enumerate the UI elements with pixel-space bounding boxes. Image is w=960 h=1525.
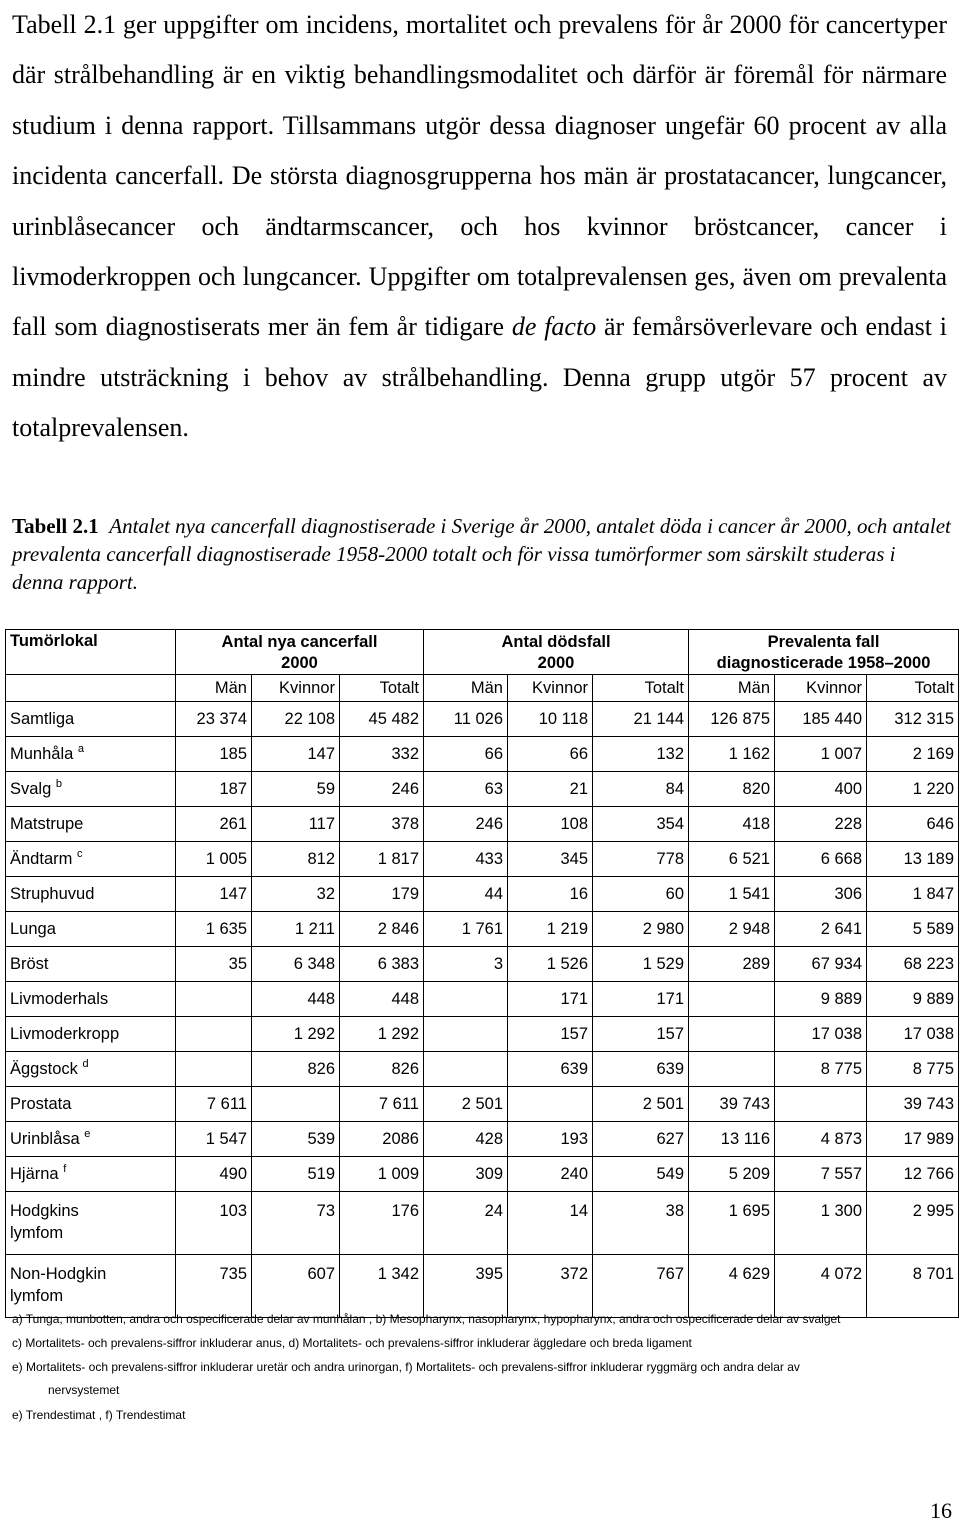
- table-cell: 309: [424, 1157, 508, 1192]
- table-cell: 10 118: [508, 702, 593, 737]
- table-cell: 1 761: [424, 912, 508, 947]
- table-row: [6, 1157, 959, 1192]
- table-caption: [12, 512, 952, 596]
- table-cell: 627: [593, 1122, 689, 1157]
- row-label-text: Matstrupe: [10, 814, 84, 833]
- table-cell: 24: [424, 1192, 508, 1255]
- intro-text-2: är femårsöverlevare och endast i mindre utsträckning i behov av strålbehandling. Denna grupp utgör 57 procent av totalprevalensen.: [12, 312, 947, 443]
- table-cell: 2 501: [593, 1087, 689, 1122]
- table-cell: 7 557: [775, 1157, 867, 1192]
- footnote-marker: d: [82, 1057, 89, 1070]
- table-cell: 179: [340, 877, 424, 912]
- table-cell: [176, 1017, 252, 1052]
- table-cell: 820: [689, 772, 775, 807]
- table-cell: [689, 1017, 775, 1052]
- table-cell: 246: [424, 807, 508, 842]
- table-cell: 35: [176, 947, 252, 982]
- row-label-text: Äggstock: [10, 1059, 78, 1078]
- row-label: [6, 1087, 176, 1122]
- table-cell: 7 611: [340, 1087, 424, 1122]
- table-cell: 539: [252, 1122, 340, 1157]
- row-label: [6, 1052, 176, 1087]
- row-label: [6, 1255, 176, 1318]
- table-cell: 767: [593, 1255, 689, 1318]
- table-cell: 1 526: [508, 947, 593, 982]
- table-cell: 261: [176, 807, 252, 842]
- table-row: [6, 1087, 959, 1122]
- table-cell: 126 875: [689, 702, 775, 737]
- table-cell: 185 440: [775, 702, 867, 737]
- table-cell: 778: [593, 842, 689, 877]
- caption-label: Tabell 2.1: [12, 514, 99, 538]
- table-cell: 1 547: [176, 1122, 252, 1157]
- table-cell: 39 743: [689, 1087, 775, 1122]
- table-cell: 418: [689, 807, 775, 842]
- table-cell: 44: [424, 877, 508, 912]
- table-cell: 5 589: [867, 912, 959, 947]
- intro-italic-term: de facto: [511, 312, 597, 342]
- table-cell: [424, 1052, 508, 1087]
- subheader-cell: Kvinnor: [252, 675, 340, 702]
- row-label-text: Livmoderhals: [10, 989, 109, 1008]
- table-cell: 17 038: [867, 1017, 959, 1052]
- table-cell: 63: [424, 772, 508, 807]
- table-cell: 3: [424, 947, 508, 982]
- row-label: [6, 772, 176, 807]
- table-cell: 1 292: [340, 1017, 424, 1052]
- row-label-line1: Hodgkins: [10, 1202, 79, 1220]
- table-cell: 400: [775, 772, 867, 807]
- table-cell: 108: [508, 807, 593, 842]
- table-cell: 13 189: [867, 842, 959, 877]
- table-cell: 6 383: [340, 947, 424, 982]
- table-cell: 2 980: [593, 912, 689, 947]
- table-row: [6, 1192, 959, 1255]
- table-cell: 1 162: [689, 737, 775, 772]
- row-label: [6, 737, 176, 772]
- table-cell: 519: [252, 1157, 340, 1192]
- subheader-cell: Kvinnor: [775, 675, 867, 702]
- footnote-marker: f: [63, 1162, 67, 1175]
- table-cell: 639: [508, 1052, 593, 1087]
- table-row: [6, 702, 959, 737]
- group-header-prevalence: Prevalenta fall diagnosticerade 1958–2000: [689, 630, 959, 675]
- subheader-cell: Kvinnor: [508, 675, 593, 702]
- table-cell: [424, 1017, 508, 1052]
- footnote-marker: a: [77, 742, 85, 755]
- table-row: [6, 737, 959, 772]
- footnote-3: e) Mortalitets- och prevalens-siffror inkluderar uretär och andra urinorgan, f) Mortalitets- och prevalens-siffror inkluderar ryggmärg och andra delar av: [12, 1360, 800, 1374]
- row-label-text: Prostata: [10, 1094, 72, 1113]
- table-cell: 448: [252, 982, 340, 1017]
- table-cell: 73: [252, 1192, 340, 1255]
- table-cell: 67 934: [775, 947, 867, 982]
- col-header-tumorlokal: Tumörlokal: [6, 630, 176, 675]
- footnote-3-continued: nervsystemet: [48, 1383, 120, 1397]
- table-cell: 812: [252, 842, 340, 877]
- table-cell: 4 629: [689, 1255, 775, 1318]
- row-label-line2: lymfom: [10, 1224, 64, 1242]
- table-cell: 433: [424, 842, 508, 877]
- table-cell: 826: [340, 1052, 424, 1087]
- table-cell: 1 292: [252, 1017, 340, 1052]
- table-cell: 6 521: [689, 842, 775, 877]
- table-cell: 12 766: [867, 1157, 959, 1192]
- table-row: [6, 877, 959, 912]
- table-cell: 7 611: [176, 1087, 252, 1122]
- footnote-4: e) Trendestimat , f) Trendestimat: [12, 1408, 186, 1422]
- table-cell: 372: [508, 1255, 593, 1318]
- row-label: [6, 842, 176, 877]
- table-cell: 14: [508, 1192, 593, 1255]
- table-cell: [775, 1087, 867, 1122]
- table-cell: [252, 1087, 340, 1122]
- table-cell: 68 223: [867, 947, 959, 982]
- table-row: [6, 1052, 959, 1087]
- table-cell: 5 209: [689, 1157, 775, 1192]
- table-cell: 157: [593, 1017, 689, 1052]
- table-cell: 193: [508, 1122, 593, 1157]
- table-cell: 17 989: [867, 1122, 959, 1157]
- table-cell: [424, 982, 508, 1017]
- table-cell: 1 541: [689, 877, 775, 912]
- table-cell: 66: [508, 737, 593, 772]
- table-cell: 66: [424, 737, 508, 772]
- table-cell: [176, 982, 252, 1017]
- table-cell: 39 743: [867, 1087, 959, 1122]
- footnote-marker: b: [55, 777, 62, 790]
- table-cell: 2 501: [424, 1087, 508, 1122]
- table-cell: 185: [176, 737, 252, 772]
- table-row: [6, 947, 959, 982]
- table-cell: 4 072: [775, 1255, 867, 1318]
- table-cell: 9 889: [867, 982, 959, 1017]
- table-cell: 171: [508, 982, 593, 1017]
- table-cell: 332: [340, 737, 424, 772]
- row-label: [6, 1157, 176, 1192]
- table-cell: 1 005: [176, 842, 252, 877]
- row-label-line1: Non-Hodgkin: [10, 1265, 107, 1283]
- table-header-row: [6, 630, 959, 675]
- intro-text-1: Tabell 2.1 ger uppgifter om incidens, mortalitet och prevalens för år 2000 för cancertyper där strålbehandling är en viktig behandlingsmodalitet och därför är föremål för närmare studium i denna rapport. Tillsammans utgör dessa diagnoser ungefär 60 procent av alla incidenta cancerfall. De största diagnosgrupperna hos män är prostatacancer, lungcancer, urinblåsecancer och ändtarmscancer, och hos kvinnor bröstcancer, cancer i livmoderkroppen och lungcancer. Uppgifter om totalprevalensen ges, även om prevalenta fall som diagnostiserats mer än fem år tidigare: [12, 10, 947, 342]
- row-label: [6, 1017, 176, 1052]
- table-subheader-row: [6, 675, 959, 702]
- table-cell: 2 846: [340, 912, 424, 947]
- subheader-cell: Män: [689, 675, 775, 702]
- row-label-text: Munhåla: [10, 744, 74, 763]
- table-cell: 1 817: [340, 842, 424, 877]
- table-cell: 646: [867, 807, 959, 842]
- subheader-cell: Totalt: [593, 675, 689, 702]
- table-cell: 6 348: [252, 947, 340, 982]
- table-cell: 735: [176, 1255, 252, 1318]
- footnote-marker: c: [76, 847, 83, 860]
- table-row: [6, 982, 959, 1017]
- table-cell: 21 144: [593, 702, 689, 737]
- table-cell: 132: [593, 737, 689, 772]
- table-cell: 22 108: [252, 702, 340, 737]
- table-cell: 8 775: [775, 1052, 867, 1087]
- table-cell: [508, 1087, 593, 1122]
- table-cell: 38: [593, 1192, 689, 1255]
- table-cell: [689, 1052, 775, 1087]
- table-cell: 395: [424, 1255, 508, 1318]
- table-cell: 2 948: [689, 912, 775, 947]
- table-cell: 9 889: [775, 982, 867, 1017]
- row-label-text: Bröst: [10, 954, 49, 973]
- table-cell: 1 695: [689, 1192, 775, 1255]
- table-cell: 289: [689, 947, 775, 982]
- table-cell: 1 007: [775, 737, 867, 772]
- table-cell: 2 169: [867, 737, 959, 772]
- row-label-text: Hjärna: [10, 1164, 59, 1183]
- table-cell: 176: [340, 1192, 424, 1255]
- table-cell: 378: [340, 807, 424, 842]
- caption-text: Antalet nya cancerfall diagnostiserade i Sverige år 2000, antalet döda i cancer år 2000, och antalet prevalenta cancerfall diagnostiserade 1958-2000 totalt och för vissa tumörformer som särskilt studeras i denna rapport.: [12, 514, 951, 594]
- table-cell: 103: [176, 1192, 252, 1255]
- table-cell: 1 635: [176, 912, 252, 947]
- table-cell: 826: [252, 1052, 340, 1087]
- table-cell: 228: [775, 807, 867, 842]
- row-label: [6, 877, 176, 912]
- group-header-new-cases: Antal nya cancerfall 2000: [176, 630, 424, 675]
- table-cell: 2 641: [775, 912, 867, 947]
- group-header-deaths: Antal dödsfall 2000: [424, 630, 689, 675]
- row-label: [6, 1192, 176, 1255]
- table-cell: 240: [508, 1157, 593, 1192]
- table-cell: 171: [593, 982, 689, 1017]
- row-label: [6, 982, 176, 1017]
- footnote-marker: e: [84, 1127, 91, 1140]
- table-cell: 4 873: [775, 1122, 867, 1157]
- row-label: [6, 807, 176, 842]
- cancer-statistics-table: [5, 629, 959, 1318]
- row-label-text: Struphuvud: [10, 884, 95, 903]
- table-cell: 448: [340, 982, 424, 1017]
- row-label: [6, 912, 176, 947]
- table-cell: 8 701: [867, 1255, 959, 1318]
- table-cell: 306: [775, 877, 867, 912]
- row-label: [6, 947, 176, 982]
- subheader-cell: Män: [176, 675, 252, 702]
- table-cell: 1 342: [340, 1255, 424, 1318]
- table-cell: 59: [252, 772, 340, 807]
- row-label-line2: lymfom: [10, 1287, 64, 1305]
- table-cell: 345: [508, 842, 593, 877]
- table-body: [6, 702, 959, 1318]
- table-cell: 1 211: [252, 912, 340, 947]
- table-cell: 1 009: [340, 1157, 424, 1192]
- table-cell: 117: [252, 807, 340, 842]
- table-cell: 16: [508, 877, 593, 912]
- footnote-1: a) Tunga, munbotten, andra och ospecificerade delar av munhålan , b) Mesopharynx, nasopharynx, hypopharynx, andra och ospecificerade delar av svalget: [12, 1312, 841, 1326]
- subheader-cell: Män: [424, 675, 508, 702]
- subheader-cell: Totalt: [340, 675, 424, 702]
- table-cell: 187: [176, 772, 252, 807]
- table-cell: 147: [252, 737, 340, 772]
- row-label-text: Urinblåsa: [10, 1129, 80, 1148]
- row-label-text: Svalg: [10, 779, 52, 798]
- table-cell: 607: [252, 1255, 340, 1318]
- table-cell: 11 026: [424, 702, 508, 737]
- table-cell: 13 116: [689, 1122, 775, 1157]
- table-cell: 1 300: [775, 1192, 867, 1255]
- table-cell: [176, 1052, 252, 1087]
- row-label: [6, 702, 176, 737]
- table-cell: 549: [593, 1157, 689, 1192]
- table-row: [6, 912, 959, 947]
- table-row: [6, 772, 959, 807]
- subheader-empty: [6, 675, 176, 702]
- row-label-text: Livmoderkropp: [10, 1024, 120, 1043]
- page-number: 16: [930, 1498, 952, 1523]
- table-row: [6, 1255, 959, 1318]
- table-cell: 639: [593, 1052, 689, 1087]
- table-cell: [689, 982, 775, 1017]
- table-cell: 60: [593, 877, 689, 912]
- table-cell: 354: [593, 807, 689, 842]
- table-cell: 8 775: [867, 1052, 959, 1087]
- table-cell: 23 374: [176, 702, 252, 737]
- table-cell: 2 995: [867, 1192, 959, 1255]
- table-cell: 490: [176, 1157, 252, 1192]
- table-row: [6, 807, 959, 842]
- table-row: [6, 1017, 959, 1052]
- table-cell: 1 847: [867, 877, 959, 912]
- table-cell: 246: [340, 772, 424, 807]
- row-label-text: Ändtarm: [10, 849, 73, 868]
- row-label-text: Lunga: [10, 919, 56, 938]
- table-cell: 428: [424, 1122, 508, 1157]
- table-cell: 1 220: [867, 772, 959, 807]
- table-cell: 17 038: [775, 1017, 867, 1052]
- table-cell: 6 668: [775, 842, 867, 877]
- row-label-text: Samtliga: [10, 709, 75, 728]
- table-cell: 84: [593, 772, 689, 807]
- table-cell: 21: [508, 772, 593, 807]
- table-cell: 1 219: [508, 912, 593, 947]
- table-cell: 1 529: [593, 947, 689, 982]
- table-cell: 312 315: [867, 702, 959, 737]
- table-cell: 2086: [340, 1122, 424, 1157]
- footnote-2: c) Mortalitets- och prevalens-siffror inkluderar anus, d) Mortalitets- och prevalens-siffror inkluderar äggledare och breda ligament: [12, 1336, 692, 1350]
- row-label: [6, 1122, 176, 1157]
- subheader-cell: Totalt: [867, 675, 959, 702]
- table-cell: 45 482: [340, 702, 424, 737]
- table-cell: 147: [176, 877, 252, 912]
- table-row: [6, 1122, 959, 1157]
- table-cell: 157: [508, 1017, 593, 1052]
- intro-paragraph: [12, 0, 947, 454]
- table-cell: 32: [252, 877, 340, 912]
- table-row: [6, 842, 959, 877]
